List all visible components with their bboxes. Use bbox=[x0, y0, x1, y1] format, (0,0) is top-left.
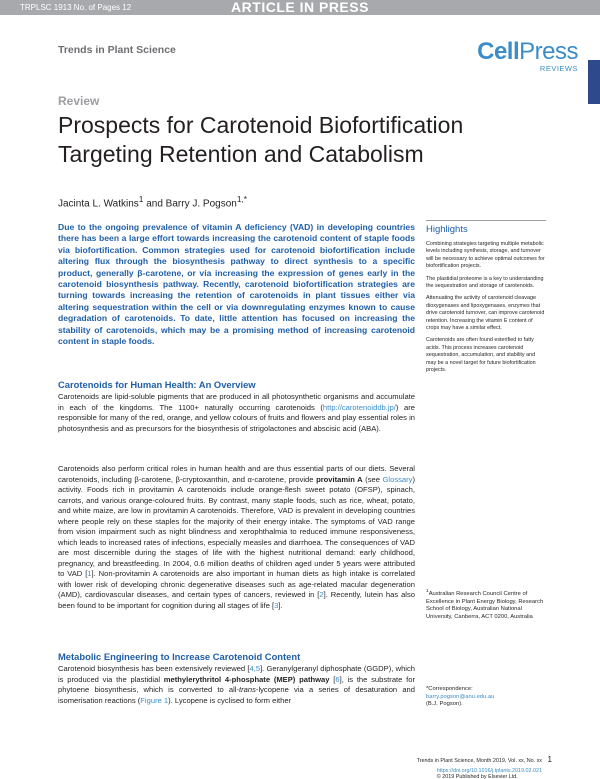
correspondence-email[interactable]: barry.pogson@anu.edu.au bbox=[426, 693, 495, 700]
highlight-item: The plastidial proteome is a key to understanding the sequestration and storage of carotenoids. bbox=[426, 275, 544, 290]
correspondence bbox=[426, 686, 548, 709]
text-run: ) activity. Foods rich in provitamin A carotenoids include orange-flesh sweet potato (OFSP), spinach, carrots, and various orange-coloured fruits. By contrast, many staple foods, such as rice, wheat, potato, and white maize, are low in provitamin A carotenoids. Therefore, VAD is prevalent in developing countries where people rely on these staples for the majority of their energy intake. The symptoms of VAD range from vision impairment such as night blindness and xerophthalmia to reduced immune responsiveness, which leads to increased rates of infections, especially measles and diarrhoea. The consequences of VAD are most discernible during the stages of life with the highest nutritional demand: early childhood, pregnancy, and breastfeeding. In 2004, 0.6 million deaths of children aged under 5 years were attributed to VAD [ bbox=[58, 474, 416, 578]
article-title bbox=[58, 111, 558, 169]
affiliation-number: 1 bbox=[426, 589, 429, 594]
correspondence-label: *Correspondence: bbox=[426, 686, 473, 692]
logo-cell: Cell bbox=[477, 38, 520, 65]
doi-link[interactable]: https://doi.org/10.1016/j.tplants.2019.02.021 bbox=[436, 768, 542, 774]
section-heading-metabolic: Metabolic Engineering to Increase Carotenoid Content bbox=[58, 651, 301, 662]
author-conjunction: and bbox=[143, 198, 166, 210]
italic-term: trans bbox=[239, 685, 256, 694]
highlight-item: Attenuating the activity of carotenoid cleavage dioxygenases and lipoxygenases, enzymes that drive carotenoid turnover, can improve carotenoid retention. Increasing the vitamin E content of crops may have a similar effect. bbox=[426, 295, 545, 332]
figure-link[interactable]: Figure 1 bbox=[140, 695, 169, 705]
glossary-term: provitamin A bbox=[316, 474, 363, 484]
correspondence-name: (B.J. Pogson). bbox=[426, 701, 463, 708]
author-list bbox=[58, 194, 247, 209]
manuscript-meta: TRPLSC 1913 No. of Pages 12 bbox=[20, 3, 132, 12]
metabolic-paragraph-1 bbox=[58, 664, 415, 706]
logo-wordmark bbox=[477, 40, 578, 64]
reference-link[interactable]: 1 bbox=[87, 569, 92, 578]
cellpress-logo bbox=[477, 40, 578, 74]
reference-link[interactable]: 3 bbox=[274, 600, 279, 610]
text-run: (see bbox=[362, 474, 383, 484]
affiliation bbox=[426, 588, 548, 621]
highlights-box bbox=[426, 220, 546, 380]
text-run: ], is the substrate for phytoene biosynthesis, which is converted to all- bbox=[58, 674, 415, 694]
text-run: ]. Geranylgeranyl diphosphate (GGDP), which is produced via the plastidial bbox=[58, 664, 416, 684]
text-run: Carotenoids are lipid-soluble pigments that are produced in all photosynthetic organisms and accumulate in each of the kingdoms. The 1100+ naturally occurring carotenoids ( bbox=[58, 392, 415, 412]
reference-link[interactable]: 2 bbox=[319, 590, 324, 599]
highlight-item: Carotenoids are often found esterified to fatty acids. This process increases carotenoid sequestration, accumulation, and stability and may be a novel target for future biofortification projects. bbox=[426, 337, 536, 374]
overview-paragraph-2 bbox=[58, 464, 415, 611]
glossary-term: methylerythritol 4-phosphate (MEP) pathway bbox=[163, 674, 330, 684]
page-number: 1 bbox=[547, 755, 552, 764]
reference-link[interactable]: 4,5 bbox=[249, 664, 261, 673]
author-2: Barry J. Pogson bbox=[165, 198, 237, 210]
article-type: Review bbox=[58, 94, 100, 108]
author-1-affil: 1 bbox=[138, 194, 144, 204]
highlights-title: Highlights bbox=[426, 220, 546, 237]
text-run: ). Lycopene is cyclised to form either bbox=[168, 695, 292, 705]
text-run: Carotenoid biosynthesis has been extensively reviewed [ bbox=[58, 664, 250, 673]
affiliation-text: Australian Research Council Centre of Excellence in Plant Energy Biology, Research School of Biology, Australian National University, Canberra, ACT 0200, Australia bbox=[426, 590, 544, 620]
reference-link[interactable]: 6 bbox=[335, 674, 340, 684]
text-run: ]. bbox=[278, 600, 283, 610]
text-run: Carotenoids also perform critical roles in human health and are thus essential parts of our diets. Several carotenoids, including β-carotene, β-cryptoxanthin, and α-carotene, provide bbox=[58, 464, 415, 484]
title-line-2: Targeting Retention and Catabolism bbox=[58, 141, 424, 167]
highlight-item: Combining strategies targeting multiple metabolic levels including synthesis, storage, and turnover will be necessary to achieve optimal outcomes for biofortification projects. bbox=[426, 241, 545, 270]
article-in-press-banner: ARTICLE IN PRESS bbox=[231, 0, 369, 15]
text-run: ]. Recently, lutein has also been found to be important for cognition during all stages of life [ bbox=[58, 590, 416, 610]
logo-reviews: REVIEWS bbox=[539, 64, 578, 73]
journal-name: Trends in Plant Science bbox=[58, 44, 176, 56]
text-run: ]. Non-provitamin A carotenoids are also important in human diets as high intake is correlated with lower risk of developing chronic degenerative diseases such as age-related macular degeneration (AMD), cardiovascular diseases, and certain types of cancers, reviewed in [ bbox=[58, 569, 416, 599]
logo-press: Press bbox=[519, 38, 578, 65]
footer-doi-line bbox=[437, 768, 542, 779]
copyright: © 2019 Published by Elsevier Ltd. bbox=[436, 774, 518, 779]
text-run: -lycopene via a series of desaturation and isomerisation reactions ( bbox=[58, 685, 415, 705]
title-line-1: Prospects for Carotenoid Biofortification bbox=[58, 112, 464, 138]
overview-paragraph-1 bbox=[58, 392, 415, 434]
author-1: Jacinta L. Watkins bbox=[58, 198, 139, 210]
text-run: [ bbox=[329, 674, 336, 684]
footer-citation: Trends in Plant Science, Month 2019, Vol. xx, No. xx bbox=[416, 758, 542, 764]
section-heading-overview: Carotenoids for Human Health: An Overview bbox=[58, 379, 256, 390]
text-run: ) are responsible for many of the red, orange, and yellow colours of fruits and flowers and play essential roles in photosynthesis and as precursors for the biosynthesis of strigolactones and abscisic acid (ABA). bbox=[58, 402, 415, 433]
author-2-affil: 1,* bbox=[236, 194, 248, 204]
carotenoid-db-link[interactable]: http://carotenoiddb.jp/ bbox=[322, 402, 396, 412]
glossary-link[interactable]: Glossary bbox=[382, 474, 413, 484]
edge-stripe bbox=[588, 60, 600, 104]
abstract: Due to the ongoing prevalence of vitamin A deficiency (VAD) in developing countries there has been a large effort towards increasing the carotenoid content of staple foods via biofortification. Common strategies used for carotenoid biofortification include altering flux through the biosynthesis pathway to direct synthesis to a specific product, generally β-carotene, or via increasing the expression of genes early in the carotenoid biosynthesis pathway. Recently, carotenoid biofortification strategies are turning towards increasing the retention of carotenoids in plant tissues either via altering sequestration within the cell or via downregulating enzymes known to cause degradation of carotenoids. To date, little attention has focused on increasing the stability of carotenoids, which may be a promising method of increasing carotenoid content in staple foods. bbox=[58, 222, 415, 347]
top-banner bbox=[0, 0, 600, 15]
